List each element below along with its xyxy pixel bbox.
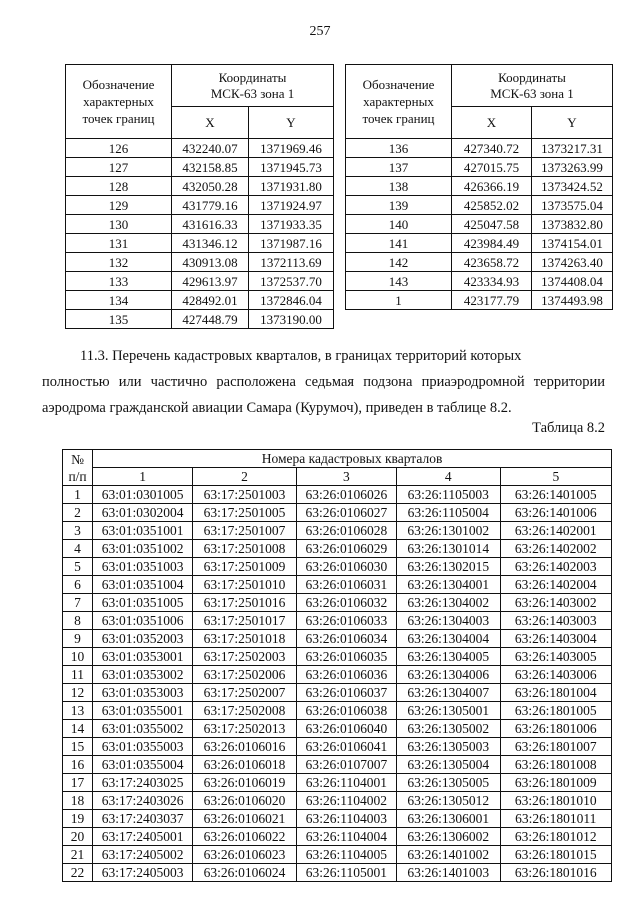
table-cell: 63:26:1304007 (396, 684, 500, 702)
table-cell: 1371969.46 (249, 139, 334, 158)
coordinate-row (66, 310, 334, 329)
table-cell: 63:01:0353002 (93, 666, 193, 684)
table-row (63, 486, 612, 504)
table-cell: 18 (63, 792, 93, 810)
table-cell: 131 (66, 234, 172, 253)
table-cell: 63:17:2403025 (93, 774, 193, 792)
table-cell: 1371931.80 (249, 177, 334, 196)
table-cell: 135 (66, 310, 172, 329)
table-cell: 63:26:0106033 (296, 612, 396, 630)
table-cell: 423658.72 (452, 253, 532, 272)
table-cell: 63:26:1104005 (296, 846, 396, 864)
table-cell: 63:26:0106024 (193, 864, 297, 882)
table-cell: 9 (63, 630, 93, 648)
table-cell: 63:17:2501005 (193, 504, 297, 522)
coordinate-row (346, 215, 613, 234)
coordinate-row (66, 158, 334, 177)
coordinates-header: Координаты МСК-63 зона 1 (172, 65, 334, 107)
table-cell: 5 (63, 558, 93, 576)
table-cell: 1373832.80 (532, 215, 613, 234)
coordinate-row (66, 234, 334, 253)
table-cell: 15 (63, 738, 93, 756)
table-cell: 1372846.04 (249, 291, 334, 310)
table-cell: 126 (66, 139, 172, 158)
table-row (63, 666, 612, 684)
table-cell: 63:26:1401003 (396, 864, 500, 882)
table-row (63, 774, 612, 792)
table-cell: 128 (66, 177, 172, 196)
table-cell: 6 (63, 576, 93, 594)
table-cell: 63:26:0106028 (296, 522, 396, 540)
table-cell: 63:26:0106034 (296, 630, 396, 648)
table-cell: 138 (346, 177, 452, 196)
table-row (63, 594, 612, 612)
table-cell: 1373263.99 (532, 158, 613, 177)
table-cell: 63:26:1801011 (500, 810, 611, 828)
table-cell: 63:01:0351006 (93, 612, 193, 630)
table-cell: 1374263.40 (532, 253, 613, 272)
table-cell: 63:17:2405001 (93, 828, 193, 846)
table-cell: 63:01:0352003 (93, 630, 193, 648)
table-cell: 142 (346, 253, 452, 272)
table-cell: 63:26:0107007 (296, 756, 396, 774)
table-cell: 63:01:0301005 (93, 486, 193, 504)
cadastral-quarters-table (62, 449, 612, 882)
table-cell: 1373424.52 (532, 177, 613, 196)
table-cell: 63:01:0353001 (93, 648, 193, 666)
table-cell: 1 (63, 486, 93, 504)
table-cell: 423334.93 (452, 272, 532, 291)
table-cell: 1372113.69 (249, 253, 334, 272)
table-row (63, 846, 612, 864)
coordinates-table-right (345, 64, 613, 310)
table-cell: 3 (63, 522, 93, 540)
table-cell: 63:01:0353003 (93, 684, 193, 702)
y-column-header: Y (532, 107, 613, 139)
coordinate-row (346, 196, 613, 215)
table-cell: 19 (63, 810, 93, 828)
table-cell: 63:26:1801005 (500, 702, 611, 720)
table-cell: 63:26:1403005 (500, 648, 611, 666)
table-cell: 63:17:2502003 (193, 648, 297, 666)
table-cell: 63:26:1306001 (396, 810, 500, 828)
table-cell: 63:26:1402003 (500, 558, 611, 576)
table-row (63, 702, 612, 720)
table-cell: 1371987.16 (249, 234, 334, 253)
table-cell: 63:26:0106036 (296, 666, 396, 684)
table-row (63, 630, 612, 648)
table-cell: 63:26:0106027 (296, 504, 396, 522)
table-cell: 1373575.04 (532, 196, 613, 215)
x-column-header: X (172, 107, 249, 139)
table-cell: 63:17:2502007 (193, 684, 297, 702)
table-cell: 14 (63, 720, 93, 738)
table-cell: 63:26:0106022 (193, 828, 297, 846)
table-cell: 63:17:2501003 (193, 486, 297, 504)
table-cell: 63:17:2403026 (93, 792, 193, 810)
table-cell: 63:17:2502008 (193, 702, 297, 720)
coordinate-row (66, 215, 334, 234)
table-cell: 63:26:0106026 (296, 486, 396, 504)
table-cell: 1374408.04 (532, 272, 613, 291)
column-number-header: 3 (296, 468, 396, 486)
table-cell: 63:26:1801007 (500, 738, 611, 756)
table-cell: 430913.08 (172, 253, 249, 272)
table-cell: 22 (63, 864, 93, 882)
table-row (63, 810, 612, 828)
table-cell: 130 (66, 215, 172, 234)
table-cell: 4 (63, 540, 93, 558)
table-cell: 63:01:0351001 (93, 522, 193, 540)
row-number-header: № п/п (63, 450, 93, 486)
table-cell: 63:26:1305012 (396, 792, 500, 810)
table-cell: 7 (63, 594, 93, 612)
table-cell: 63:26:0106020 (193, 792, 297, 810)
coordinate-row (346, 177, 613, 196)
table-cell: 63:01:0351004 (93, 576, 193, 594)
table-cell: 139 (346, 196, 452, 215)
table-cell: 63:26:1304004 (396, 630, 500, 648)
column-number-header: 4 (396, 468, 500, 486)
table-cell: 63:26:1801012 (500, 828, 611, 846)
table-cell: 1372537.70 (249, 272, 334, 291)
table-cell: 63:17:2501010 (193, 576, 297, 594)
table-cell: 63:26:1403002 (500, 594, 611, 612)
table-row (63, 648, 612, 666)
coordinate-row (66, 139, 334, 158)
table-cell: 63:26:1105004 (396, 504, 500, 522)
table-cell: 133 (66, 272, 172, 291)
table-cell: 431346.12 (172, 234, 249, 253)
coordinate-row (66, 177, 334, 196)
table-cell: 140 (346, 215, 452, 234)
table-cell: 129 (66, 196, 172, 215)
x-column-header: X (452, 107, 532, 139)
table-cell: 20 (63, 828, 93, 846)
table-cell: 1374493.98 (532, 291, 613, 310)
table-cell: 63:26:1304001 (396, 576, 500, 594)
table-cell: 63:01:0355002 (93, 720, 193, 738)
table-cell: 63:26:1304006 (396, 666, 500, 684)
table-cell: 63:01:0355004 (93, 756, 193, 774)
table-cell: 8 (63, 612, 93, 630)
coordinate-row (66, 196, 334, 215)
table-cell: 63:01:0302004 (93, 504, 193, 522)
table-cell: 1371945.73 (249, 158, 334, 177)
table-row (63, 720, 612, 738)
table-cell: 63:26:1304002 (396, 594, 500, 612)
table-cell: 11 (63, 666, 93, 684)
coordinate-row (66, 253, 334, 272)
paragraph-body: полностью или частично расположена седьмая подзона приаэродромной территории аэродрома гражданской авиации Самара (Курумоч), приведен в таблице 8.2. (42, 374, 605, 416)
column-number-header: 1 (93, 468, 193, 486)
table-cell: 63:17:2405003 (93, 864, 193, 882)
table-cell: 2 (63, 504, 93, 522)
table-cell: 136 (346, 139, 452, 158)
table-row (63, 522, 612, 540)
table-cell: 426366.19 (452, 177, 532, 196)
table-cell: 10 (63, 648, 93, 666)
table-cell: 429613.97 (172, 272, 249, 291)
table-cell: 1 (346, 291, 452, 310)
table-cell: 63:26:1401002 (396, 846, 500, 864)
table-row (63, 558, 612, 576)
table-cell: 63:17:2501017 (193, 612, 297, 630)
table-row (63, 828, 612, 846)
table-cell: 425047.58 (452, 215, 532, 234)
table-cell: 141 (346, 234, 452, 253)
table-cell: 63:26:1801015 (500, 846, 611, 864)
table-cell: 63:26:1104002 (296, 792, 396, 810)
table-cell: 432240.07 (172, 139, 249, 158)
table-cell: 21 (63, 846, 93, 864)
table-cell: 431616.33 (172, 215, 249, 234)
table-cell: 63:17:2502013 (193, 720, 297, 738)
table-cell: 63:26:1403003 (500, 612, 611, 630)
table-cell: 63:26:0106023 (193, 846, 297, 864)
table-cell: 63:01:0351003 (93, 558, 193, 576)
table-cell: 1374154.01 (532, 234, 613, 253)
table-cell: 63:01:0351002 (93, 540, 193, 558)
point-label-header: Обозначение характерных точек границ (66, 65, 172, 139)
table-cell: 63:17:2502006 (193, 666, 297, 684)
table-cell: 63:17:2501018 (193, 630, 297, 648)
table-cell: 63:26:1801008 (500, 756, 611, 774)
table-cell: 63:26:1801006 (500, 720, 611, 738)
table-cell: 427448.79 (172, 310, 249, 329)
table-row (63, 576, 612, 594)
table-cell: 63:26:1305002 (396, 720, 500, 738)
table-cell: 13 (63, 702, 93, 720)
table-cell: 63:26:1403006 (500, 666, 611, 684)
coordinates-header: Координаты МСК-63 зона 1 (452, 65, 613, 107)
coordinate-row (346, 272, 613, 291)
cadastral-paragraph (42, 343, 605, 421)
table-cell: 63:26:1801016 (500, 864, 611, 882)
table-cell: 63:26:1104001 (296, 774, 396, 792)
table-cell: 63:26:1304003 (396, 612, 500, 630)
table-cell: 63:26:0106041 (296, 738, 396, 756)
table-cell: 63:26:1402002 (500, 540, 611, 558)
table-cell: 132 (66, 253, 172, 272)
table-cell: 63:17:2501007 (193, 522, 297, 540)
cadastral-group-header: Номера кадастровых кварталов (93, 450, 612, 468)
table-cell: 63:26:1305003 (396, 738, 500, 756)
table-row (63, 792, 612, 810)
table-row (63, 684, 612, 702)
table-cell: 432158.85 (172, 158, 249, 177)
table-cell: 63:26:0106029 (296, 540, 396, 558)
table-cell: 1373190.00 (249, 310, 334, 329)
coordinate-row (346, 158, 613, 177)
table-cell: 432050.28 (172, 177, 249, 196)
table-cell: 134 (66, 291, 172, 310)
table-cell: 63:17:2405002 (93, 846, 193, 864)
table-cell: 63:01:0355001 (93, 702, 193, 720)
table-cell: 63:26:0106018 (193, 756, 297, 774)
table-cell: 63:17:2501008 (193, 540, 297, 558)
table-cell: 63:26:0106031 (296, 576, 396, 594)
table-cell: 63:26:0106021 (193, 810, 297, 828)
coordinate-row (66, 272, 334, 291)
table-cell: 12 (63, 684, 93, 702)
coordinate-row (346, 139, 613, 158)
table-cell: 63:26:0106035 (296, 648, 396, 666)
table-cell: 63:26:1104004 (296, 828, 396, 846)
coordinates-table-left (65, 64, 334, 329)
table-cell: 63:26:0106032 (296, 594, 396, 612)
table-cell: 63:26:1104003 (296, 810, 396, 828)
table-cell: 63:26:1401006 (500, 504, 611, 522)
table-cell: 63:26:1402004 (500, 576, 611, 594)
table-cell: 63:26:0106030 (296, 558, 396, 576)
table-cell: 63:26:1305004 (396, 756, 500, 774)
table-row (63, 864, 612, 882)
table-row (63, 738, 612, 756)
table-cell: 63:26:1304005 (396, 648, 500, 666)
table-cell: 63:26:1801009 (500, 774, 611, 792)
table-cell: 63:26:0106016 (193, 738, 297, 756)
page-number: 257 (309, 24, 331, 39)
y-column-header: Y (249, 107, 334, 139)
table-cell: 63:01:0355003 (93, 738, 193, 756)
table-cell: 431779.16 (172, 196, 249, 215)
table-cell: 425852.02 (452, 196, 532, 215)
table-cell: 63:26:1305005 (396, 774, 500, 792)
table-row (63, 540, 612, 558)
table-cell: 63:26:0106038 (296, 702, 396, 720)
table-cell: 63:26:1401005 (500, 486, 611, 504)
table-cell: 63:26:1301014 (396, 540, 500, 558)
paragraph-first-line: 11.3. Перечень кадастровых кварталов, в границах территорий которых (80, 348, 522, 364)
table-cell: 1371933.35 (249, 215, 334, 234)
table-cell: 63:26:1402001 (500, 522, 611, 540)
table-cell: 143 (346, 272, 452, 291)
table-cell: 63:26:1801004 (500, 684, 611, 702)
table-cell: 17 (63, 774, 93, 792)
table-cell: 63:26:0106019 (193, 774, 297, 792)
table-cell: 427015.75 (452, 158, 532, 177)
table-cell: 423984.49 (452, 234, 532, 253)
coordinate-row (346, 234, 613, 253)
table-cell: 63:26:1105003 (396, 486, 500, 504)
coordinate-row (66, 291, 334, 310)
table-row (63, 756, 612, 774)
point-label-header: Обозначение характерных точек границ (346, 65, 452, 139)
table-cell: 1371924.97 (249, 196, 334, 215)
table-cell: 63:26:0106037 (296, 684, 396, 702)
table-row (63, 612, 612, 630)
table-cell: 16 (63, 756, 93, 774)
table-cell: 427340.72 (452, 139, 532, 158)
table-cell: 63:26:1305001 (396, 702, 500, 720)
table-cell: 63:26:1105001 (296, 864, 396, 882)
table-cell: 63:17:2501009 (193, 558, 297, 576)
table-cell: 63:26:1801010 (500, 792, 611, 810)
table-cell: 63:01:0351005 (93, 594, 193, 612)
column-number-header: 5 (500, 468, 611, 486)
table-cell: 63:26:1302015 (396, 558, 500, 576)
table-cell: 63:26:1306002 (396, 828, 500, 846)
table-row (63, 504, 612, 522)
table-cell: 63:26:1403004 (500, 630, 611, 648)
table-cell: 63:26:1301002 (396, 522, 500, 540)
coordinate-row (346, 253, 613, 272)
table-cell: 137 (346, 158, 452, 177)
coordinate-row (346, 291, 613, 310)
table-cell: 423177.79 (452, 291, 532, 310)
table-cell: 63:26:0106040 (296, 720, 396, 738)
table-cell: 127 (66, 158, 172, 177)
table-cell: 1373217.31 (532, 139, 613, 158)
table-caption: Таблица 8.2 (532, 420, 605, 436)
table-cell: 428492.01 (172, 291, 249, 310)
table-cell: 63:17:2403037 (93, 810, 193, 828)
column-number-header: 2 (193, 468, 297, 486)
table-cell: 63:17:2501016 (193, 594, 297, 612)
